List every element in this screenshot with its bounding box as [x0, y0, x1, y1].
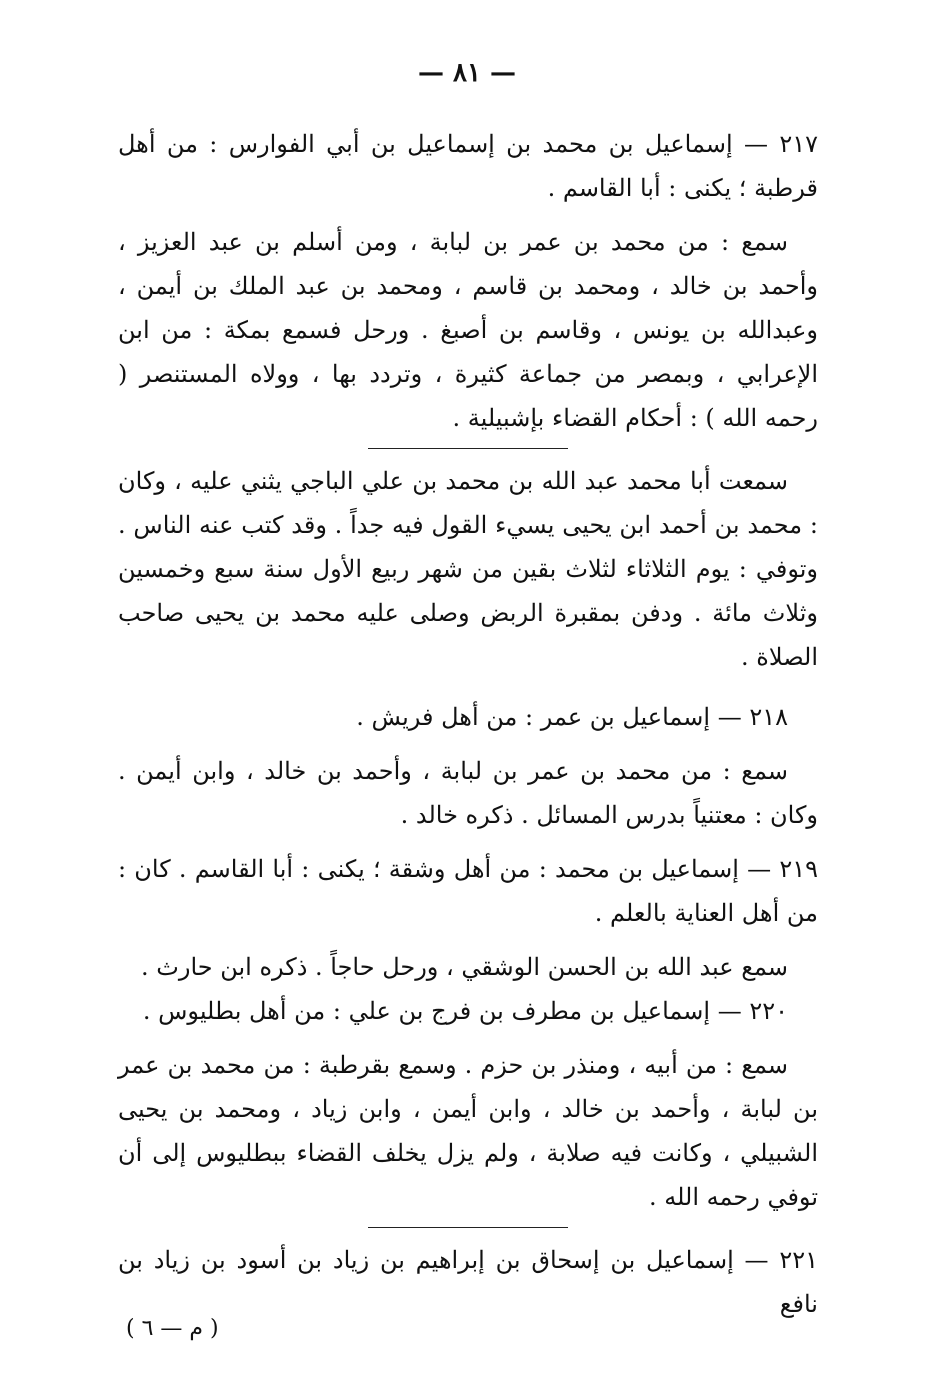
- page-number: — ٨١ —: [417, 58, 517, 88]
- entry-219-heading: ٢١٩ — إسماعيل بن محمد : من أهل وشقة ؛ يكنى : أبا القاسم . كان : من أهل العناية بالعلم .: [118, 855, 818, 927]
- entry-219-narrators: سمع عبد الله بن الحسن الوشقي ، ورحل حاجاً . ذكره ابن حارث .: [141, 953, 788, 981]
- printer-signature: ( م — ٦ ): [126, 1316, 219, 1341]
- entry-217-biography: سمعت أبا محمد عبد الله بن محمد بن علي الباجي يثني عليه ، وكان : محمد بن أحمد ابن يحيى يسيء القول فيه جداً . وقد كتب عنه الناس . وتوفي : يوم الثلاثاء لثلاث بقين من شهر ربيع الأول سنة سبع وخمسين وثلاث مائة . ودفن بمقبرة الربض وصلى عليه محمد بن يحيى صاحب الصلاة .: [118, 467, 818, 671]
- section-divider: [368, 1227, 568, 1228]
- entry-217-narrators: سمع : من محمد بن عمر بن لبابة ، ومن أسلم بن عبد العزيز ، وأحمد بن خالد ، ومحمد بن قاسم ، ومحمد بن عبد الملك بن أيمن ، وعبدالله بن يونس ، وقاسم بن أصبغ . ورحل فسمع بمكة : من ابن الإعرابي ، وبمصر من جماعة كثيرة ، وتردد بها ، وولاه المستنصر ( رحمه الله ) : أحكام القضاء بإشبيلية .: [118, 228, 819, 432]
- entry-217-heading: ٢١٧ — إسماعيل بن محمد بن إسماعيل بن أبي الفوارس : من أهل قرطبة ؛ يكنى : أبا القاسم .: [118, 130, 818, 202]
- entry-218-heading: ٢١٨ — إسماعيل بن عمر : من أهل فريش .: [356, 703, 788, 731]
- section-divider: [368, 448, 568, 449]
- page-body: [118, 122, 818, 1326]
- entry-220-narrators: سمع : من أبيه ، ومنذر بن حزم . وسمع بقرطبة : من محمد بن عمر بن لبابة ، وأحمد بن خالد ، وابن أيمن ، وابن زياد ، ومحمد بن يحيى الشبيلي ، وكانت فيه صلابة ، ولم يزل يخلف القضاء ببطليوس إلى أن توفي رحمه الله .: [118, 1051, 818, 1211]
- entry-220-heading: ٢٢٠ — إسماعيل بن مطرف بن فرج بن علي : من أهل بطليوس .: [142, 997, 788, 1025]
- entry-218-narrators: سمع : من محمد بن عمر بن لبابة ، وأحمد بن خالد ، وابن أيمن . وكان : معتنياً بدرس المسائل . ذكره خالد .: [118, 757, 818, 829]
- entry-221-heading: ٢٢١ — إسماعيل بن إسحاق بن إبراهيم بن زياد بن أسود بن زياد بن نافع: [118, 1246, 818, 1318]
